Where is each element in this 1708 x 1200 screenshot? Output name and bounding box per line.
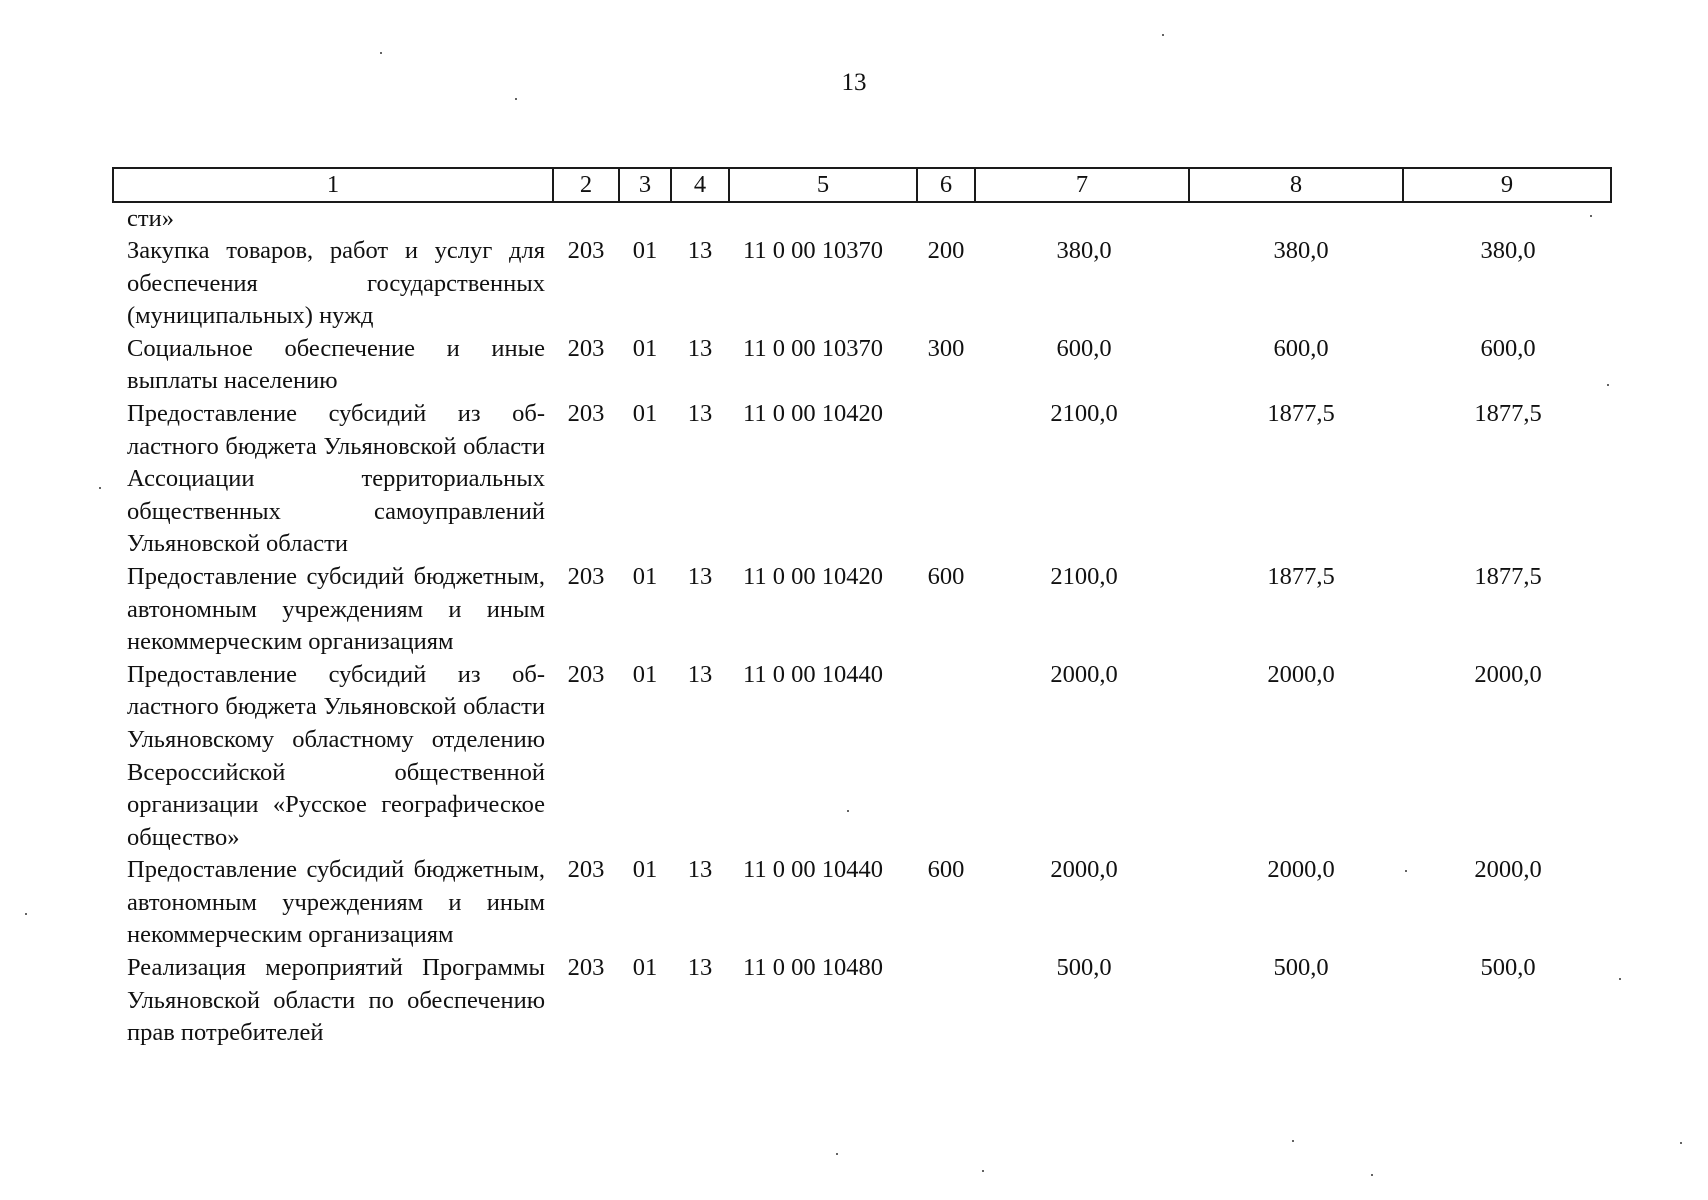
row-col-3: 01: [632, 399, 658, 427]
row-col-4: 13: [687, 562, 713, 590]
table-row: [113, 235, 1611, 333]
row-col-5: 11 0 00 10370: [743, 237, 883, 264]
scan-speck: [1405, 870, 1407, 872]
row-col-8: 1877,5: [1267, 399, 1335, 427]
table-row: [113, 952, 1611, 1050]
header-row: [113, 168, 1611, 202]
row-col-7: 2100,0: [1050, 399, 1118, 427]
scan-speck: [836, 1153, 838, 1155]
scan-speck: [380, 52, 382, 54]
row-col-2: 203: [567, 660, 605, 688]
row-col-4: 13: [687, 399, 713, 427]
row-col-7: 380,0: [1056, 237, 1112, 264]
scan-speck: [1292, 1140, 1294, 1142]
row-col-9: 1877,5: [1474, 399, 1542, 427]
row-col-5: 11 0 00 10420: [743, 399, 883, 427]
row-description: Предоставление субсидий из областного бюджета Ульяновской области Ульяновскому областному отделению Всероссийской общественной организации «Русское географическое общество»: [127, 660, 545, 851]
row-col-6: 200: [927, 237, 965, 264]
row-col-7: 2100,0: [1050, 562, 1118, 590]
row-col-7: 2000,0: [1050, 660, 1118, 688]
continuation-text: сти»: [127, 205, 174, 232]
row-col-2: 203: [567, 237, 605, 264]
header-col-8: 8: [1189, 168, 1403, 202]
row-col-9: 1877,5: [1474, 562, 1542, 590]
row-col-6: 300: [927, 334, 965, 362]
scan-speck: [847, 810, 849, 812]
row-col-9: 600,0: [1480, 334, 1536, 362]
scan-speck: [1371, 1174, 1373, 1176]
scan-speck: [515, 98, 517, 100]
row-col-9: 2000,0: [1474, 660, 1542, 688]
row-col-8: 500,0: [1273, 954, 1329, 982]
page-number: 13: [841, 69, 867, 96]
row-description: Реализация мероприятий Программы Ульяновской области по обеспечению прав потребителей: [127, 954, 545, 1047]
scan-speck: [1162, 34, 1164, 36]
row-col-8: 2000,0: [1267, 660, 1335, 688]
row-col-2: 203: [567, 334, 605, 362]
row-col-4: 13: [687, 334, 713, 362]
row-col-2: 203: [567, 856, 605, 884]
row-col-3: 01: [632, 660, 658, 688]
header-col-1: 1: [113, 168, 553, 202]
scan-speck: [982, 1170, 984, 1172]
row-col-3: 01: [632, 237, 658, 264]
row-col-7: 2000,0: [1050, 856, 1118, 884]
row-col-5: 11 0 00 10420: [743, 562, 883, 590]
row-col-3: 01: [632, 562, 658, 590]
scan-speck: [1619, 978, 1621, 980]
table-header: [113, 168, 1611, 202]
row-description: Предоставление субсидий бюджетным, автономным учреждениям и иным некоммерческим организациям: [127, 856, 545, 949]
row-col-4: 13: [687, 660, 713, 688]
row-description: Закупка товаров, работ и услуг для обеспечения государственных (муниципальных) нужд: [127, 237, 545, 330]
row-col-4: 13: [687, 237, 713, 264]
row-col-6: [917, 952, 975, 1050]
row-col-3: 01: [632, 334, 658, 362]
header-col-9: 9: [1403, 168, 1611, 202]
row-col-9: 380,0: [1480, 237, 1536, 264]
header-col-5: 5: [729, 168, 917, 202]
budget-table: [112, 167, 1612, 1050]
row-col-2: 203: [567, 399, 605, 427]
row-col-6: [917, 398, 975, 561]
row-col-7: 600,0: [1056, 334, 1112, 362]
row-col-6: 600: [927, 856, 965, 884]
row-col-3: 01: [632, 856, 658, 884]
row-description: Предоставление субсидий бюджетным, автономным учреждениям и иным некоммерческим организациям: [127, 562, 545, 656]
row-col-7: 500,0: [1056, 954, 1112, 982]
scan-speck: [1590, 215, 1592, 217]
header-col-6: 6: [917, 168, 975, 202]
scan-speck: [25, 913, 27, 915]
header-col-2: 2: [553, 168, 619, 202]
header-col-7: 7: [975, 168, 1189, 202]
row-col-5: 11 0 00 10440: [743, 856, 883, 884]
scan-speck: [1607, 384, 1609, 386]
row-col-6: 600: [927, 562, 965, 590]
row-col-8: 1877,5: [1267, 562, 1335, 590]
scan-speck: [99, 487, 101, 489]
table-row: [113, 561, 1611, 659]
row-col-2: 203: [567, 954, 605, 982]
table-row: [113, 854, 1611, 952]
row-col-5: 11 0 00 10440: [743, 660, 883, 688]
row-col-5: 11 0 00 10480: [743, 954, 883, 982]
row-description: Социальное обеспечение и иные выплаты населению: [127, 334, 545, 395]
table-row: [113, 659, 1611, 855]
table-row: [113, 398, 1611, 561]
row-col-8: 600,0: [1273, 334, 1329, 362]
row-col-4: 13: [687, 954, 713, 982]
header-col-4: 4: [671, 168, 729, 202]
scan-speck: [1680, 1142, 1682, 1144]
row-col-8: 2000,0: [1267, 856, 1335, 884]
row-col-9: 2000,0: [1474, 856, 1542, 884]
row-col-3: 01: [632, 954, 658, 982]
row-col-6: [917, 659, 975, 855]
header-col-3: 3: [619, 168, 671, 202]
table-body: [113, 202, 1611, 1050]
row-col-9: 500,0: [1480, 954, 1536, 982]
row-col-8: 380,0: [1273, 237, 1329, 264]
row-col-5: 11 0 00 10370: [743, 334, 883, 362]
continuation-row: [113, 202, 1611, 235]
table-row: [113, 333, 1611, 398]
row-col-4: 13: [687, 856, 713, 884]
row-description: Предоставление субсидий из областного бюджета Ульяновской области Ассоциации территориальных общественных самоуправлений Ульяновской области: [127, 399, 545, 558]
row-col-2: 203: [567, 562, 605, 590]
